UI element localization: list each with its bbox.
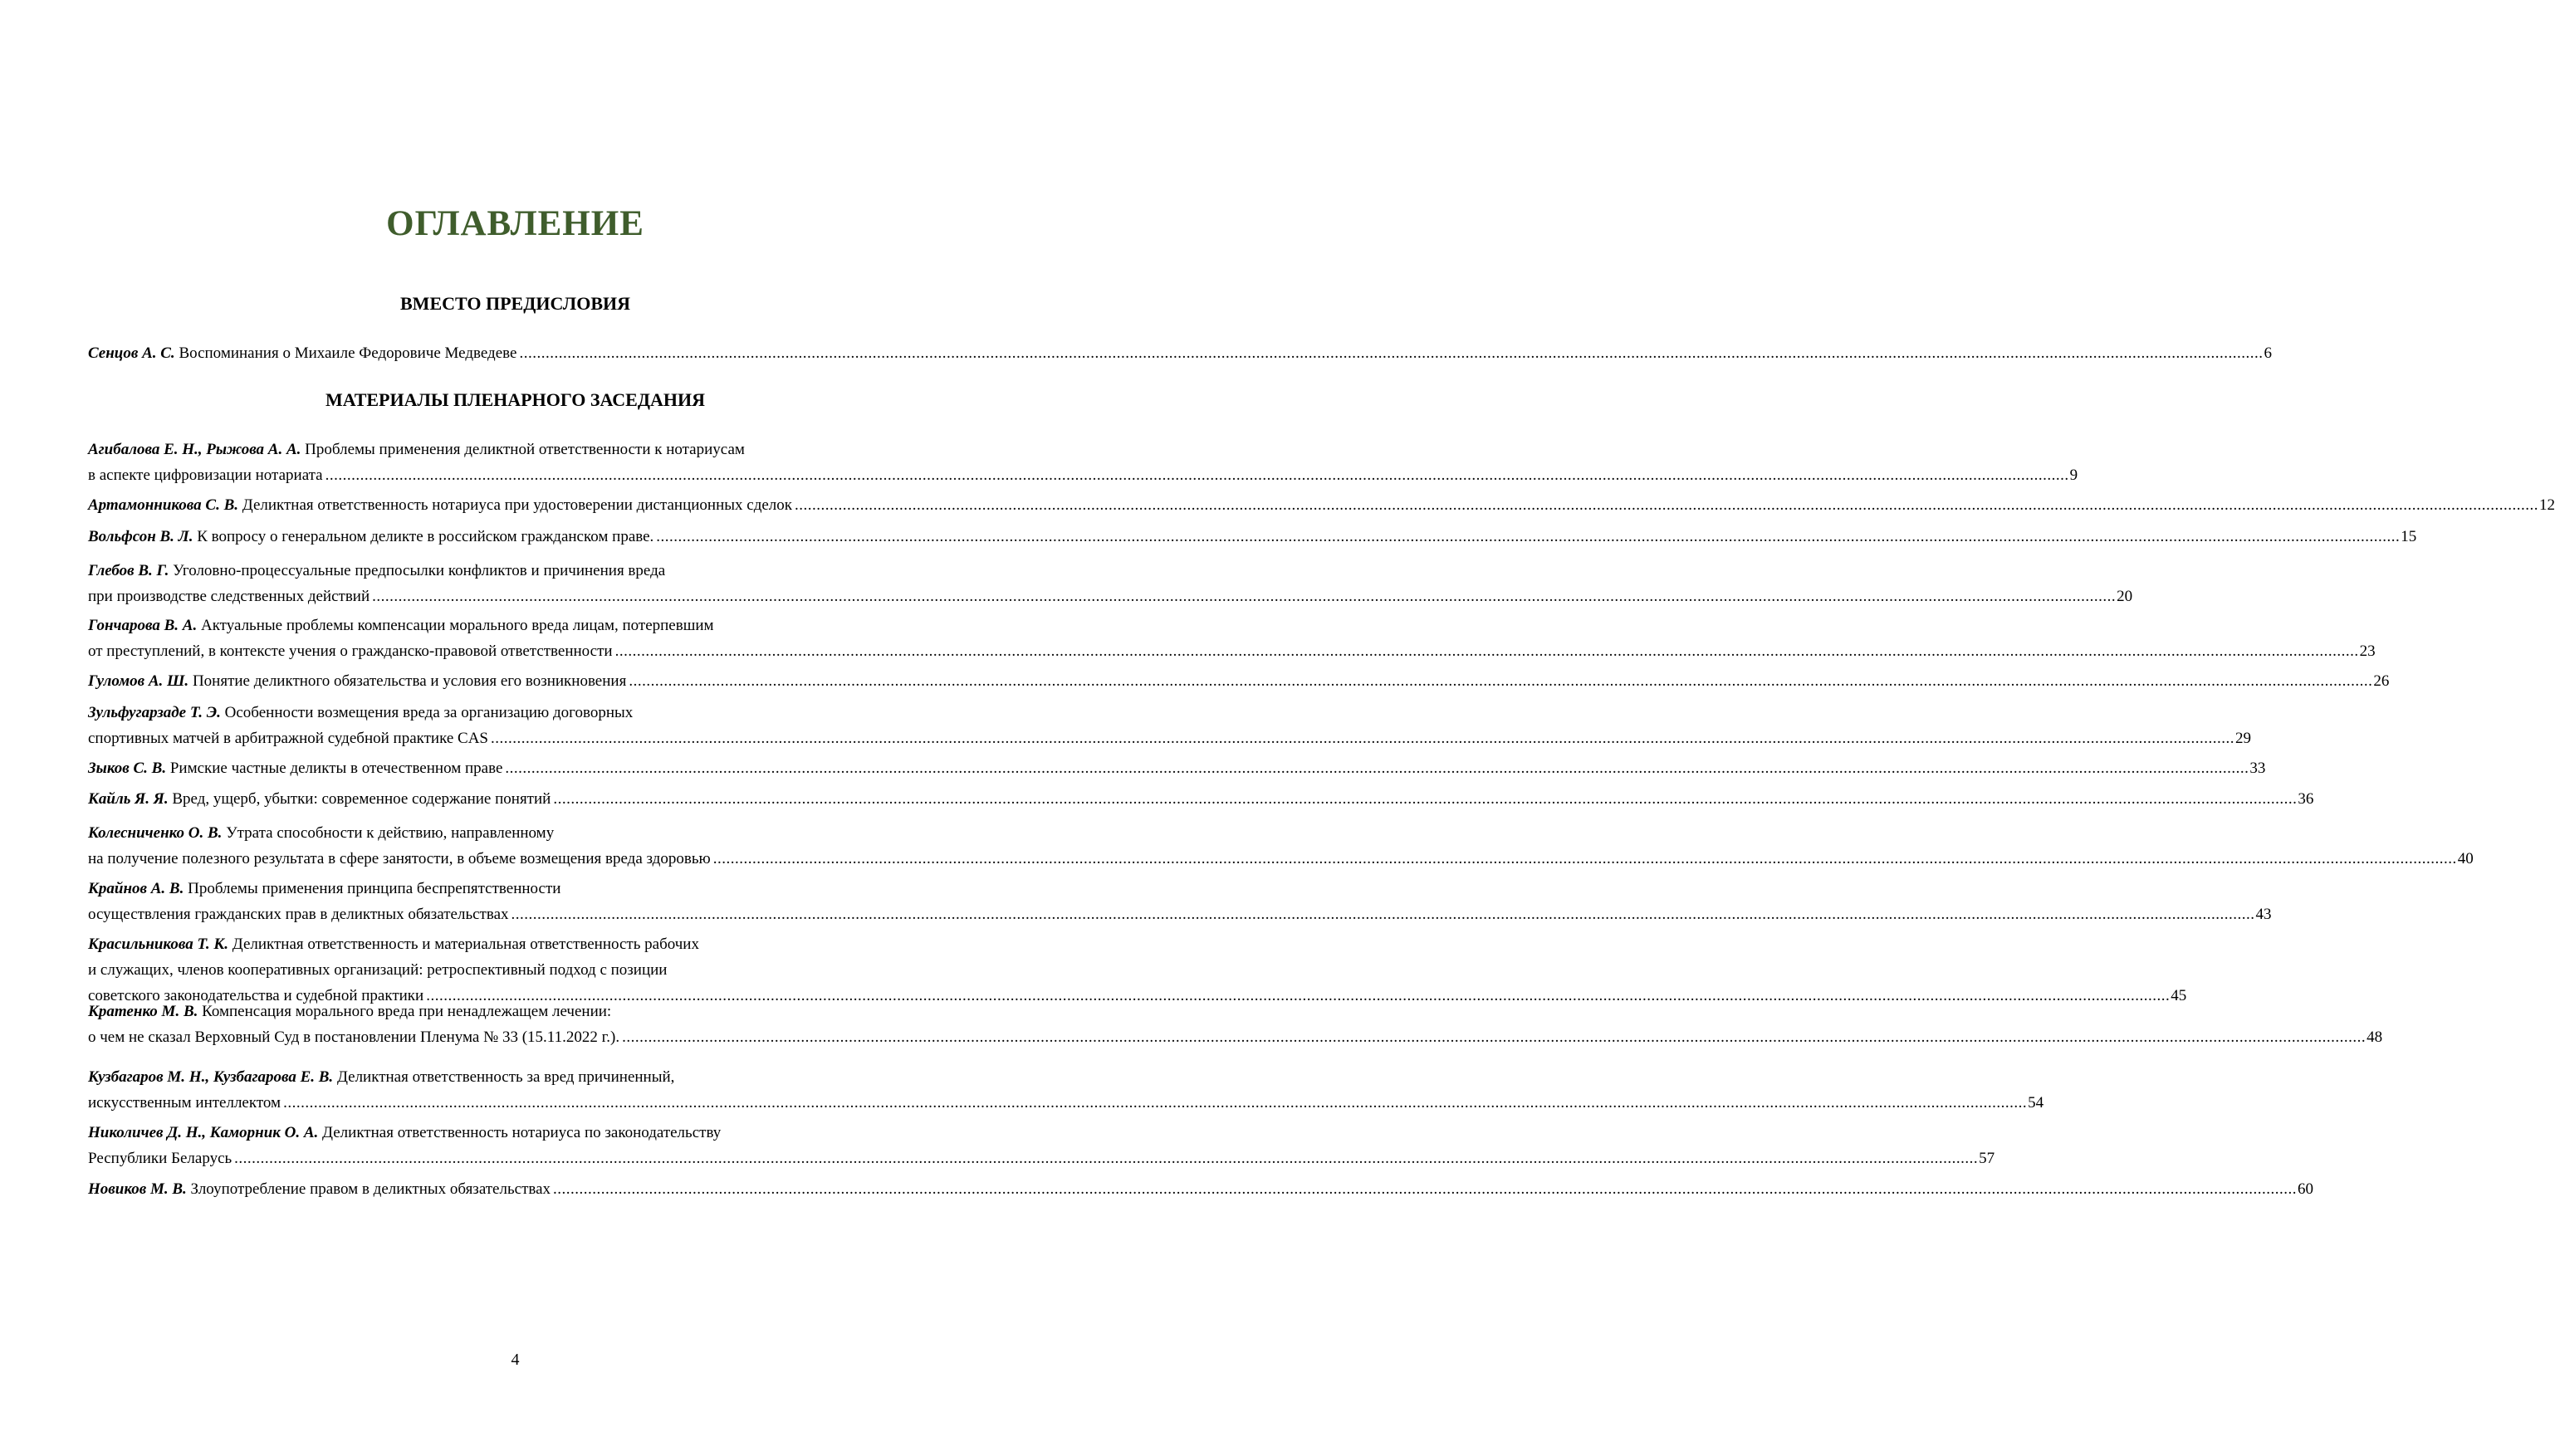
toc-author: Зульфугарзаде Т. Э. xyxy=(88,704,221,721)
toc-title-line: Проблемы применения деликтной ответственности к нотариусам xyxy=(305,441,745,458)
toc-title-line: Деликтная ответственность за вред причиненный, xyxy=(336,1068,675,1086)
toc-page-number: 26 xyxy=(2373,672,2390,690)
toc-author: Красильникова Т. К. xyxy=(88,936,228,953)
toc-entry[interactable] xyxy=(88,755,2266,781)
toc-page-number: 33 xyxy=(2249,760,2266,777)
toc-page-number: 57 xyxy=(1979,1150,1995,1167)
toc-entry[interactable] xyxy=(88,1064,2044,1116)
toc-author: Вольфсон В. Л. xyxy=(88,528,193,545)
toc-entry[interactable] xyxy=(88,668,2390,694)
toc-dot-leader: ................................................................................................................................................................................................................................................................................................................................................................................................................ xyxy=(325,467,2069,484)
toc-page-number: 20 xyxy=(2117,588,2133,605)
toc-page-number: 29 xyxy=(2235,730,2251,747)
toc-author: Новиков М. В. xyxy=(88,1180,187,1198)
toc-author: Крайнов А. В. xyxy=(88,880,184,897)
toc-entry[interactable] xyxy=(88,340,2272,366)
toc-page-number: 40 xyxy=(2457,850,2474,867)
toc-page-number: 6 xyxy=(2264,344,2272,362)
toc-title-line: Деликтная ответственность нотариуса при удостоверении дистанционных сделок xyxy=(242,496,793,514)
toc-author: Гуломов А. Ш. xyxy=(88,672,189,690)
toc-author: Гончарова В. А. xyxy=(88,617,198,634)
toc-page-number: 15 xyxy=(2401,528,2417,545)
toc-title-line: и служащих, членов кооперативных организаций: ретроспективный подход с позиции xyxy=(88,961,668,979)
toc-dot-leader: ................................................................................................................................................................................................................................................................................................................................................................................................................ xyxy=(553,1180,2298,1198)
toc-title-line: советского законодательства и судебной практики xyxy=(88,987,424,1004)
toc-dot-leader: ................................................................................................................................................................................................................................................................................................................................................................................................................ xyxy=(519,344,2264,362)
toc-title-line: осуществления гражданских прав в деликтных обязательствах xyxy=(88,906,509,923)
toc-entry[interactable] xyxy=(88,700,2251,751)
toc-entry[interactable] xyxy=(88,524,2417,550)
toc-dot-leader: ................................................................................................................................................................................................................................................................................................................................................................................................................ xyxy=(491,730,2234,747)
page-number: 4 xyxy=(511,1351,520,1369)
toc-title-line: в аспекте цифровизации нотариата xyxy=(88,467,323,484)
section-heading-plenary: МАТЕРИАЛЫ ПЛЕНАРНОГО ЗАСЕДАНИЯ xyxy=(325,389,705,410)
toc-entry[interactable] xyxy=(88,492,2555,518)
toc-page-number: 43 xyxy=(2255,906,2272,923)
toc-author: Артамонникова С. В. xyxy=(88,496,238,514)
toc-title-line: Особенности возмещения вреда за организацию договорных xyxy=(224,704,634,721)
toc-title-line: Понятие деликтного обязательства и условия его возникновения xyxy=(192,672,627,690)
toc-dot-leader: ................................................................................................................................................................................................................................................................................................................................................................................................................ xyxy=(795,496,2539,514)
toc-title-line: о чем не сказал Верховный Суд в постановлении Пленума № 33 (15.11.2022 г.). xyxy=(88,1028,620,1046)
toc-page-number: 60 xyxy=(2298,1180,2314,1198)
toc-entry[interactable] xyxy=(88,437,2078,488)
toc-author: Кратенко М. В. xyxy=(88,1003,198,1020)
toc-dot-leader: ................................................................................................................................................................................................................................................................................................................................................................................................................ xyxy=(656,528,2401,545)
toc-page-number: 45 xyxy=(2171,987,2187,1004)
toc-title-line: Деликтная ответственность нотариуса по законодательству xyxy=(322,1124,722,1141)
toc-title-line: от преступлений, в контексте учения о гражданско-правовой ответственности xyxy=(88,642,613,660)
toc-title-line: на получение полезного результата в сфере занятости, в объеме возмещения вреда здоровью xyxy=(88,850,711,867)
toc-entry[interactable] xyxy=(88,558,2133,609)
toc-dot-leader: ................................................................................................................................................................................................................................................................................................................................................................................................................ xyxy=(622,1028,2367,1046)
toc-title-line: Компенсация морального вреда при ненадлежащем лечении: xyxy=(202,1003,612,1020)
toc-title-line: К вопросу о генеральном деликте в российском гражданском праве. xyxy=(197,528,654,545)
toc-title-line: Злоупотребление правом в деликтных обязательствах xyxy=(190,1180,551,1198)
toc-dot-leader: ................................................................................................................................................................................................................................................................................................................................................................................................................ xyxy=(511,906,2255,923)
toc-title-line: Республики Беларусь xyxy=(88,1150,232,1167)
section-heading-foreword: ВМЕСТО ПРЕДИСЛОВИЯ xyxy=(400,293,630,314)
toc-page-number: 23 xyxy=(2359,642,2376,660)
toc-author: Зыков С. В. xyxy=(88,760,167,777)
toc-title-line: Вред, ущерб, убытки: современное содержание понятий xyxy=(172,790,551,808)
toc-page-number: 9 xyxy=(2069,467,2078,484)
toc-entry[interactable] xyxy=(88,613,2376,664)
toc-entry[interactable] xyxy=(88,999,2383,1050)
toc-dot-leader: ................................................................................................................................................................................................................................................................................................................................................................................................................ xyxy=(614,642,2359,660)
toc-dot-leader: ................................................................................................................................................................................................................................................................................................................................................................................................................ xyxy=(234,1150,1979,1167)
toc-title-line: Проблемы применения принципа беспрепятственности xyxy=(188,880,561,897)
toc-author: Кайль Я. Я. xyxy=(88,790,169,808)
page-title: ОГЛАВЛЕНИЕ xyxy=(386,204,644,243)
toc-dot-leader: ................................................................................................................................................................................................................................................................................................................................................................................................................ xyxy=(553,790,2298,808)
toc-title-line: Римские частные деликты в отечественном праве xyxy=(169,760,503,777)
toc-entry[interactable] xyxy=(88,931,2187,1009)
toc-author: Глебов В. Г. xyxy=(88,562,169,579)
toc-page-number: 48 xyxy=(2367,1028,2383,1046)
toc-entry[interactable] xyxy=(88,1120,1995,1171)
toc-dot-leader: ................................................................................................................................................................................................................................................................................................................................................................................................................ xyxy=(629,672,2373,690)
toc-author: Агибалова Е. Н., Рыжова А. А. xyxy=(88,441,301,458)
toc-title-line: Деликтная ответственность и материальная ответственность рабочих xyxy=(232,936,699,953)
toc-dot-leader: ................................................................................................................................................................................................................................................................................................................................................................................................................ xyxy=(372,588,2117,605)
toc-title-line: Утрата способности к действию, направленному xyxy=(226,824,555,842)
toc-entry[interactable] xyxy=(88,1176,2314,1202)
toc-dot-leader: ................................................................................................................................................................................................................................................................................................................................................................................................................ xyxy=(505,760,2249,777)
toc-page-number: 36 xyxy=(2298,790,2314,808)
toc-dot-leader: ................................................................................................................................................................................................................................................................................................................................................................................................................ xyxy=(426,987,2171,1004)
toc-entry[interactable] xyxy=(88,876,2272,927)
toc-title-line: Уголовно-процессуальные предпосылки конфликтов и причинения вреда xyxy=(173,562,666,579)
toc-author: Кузбагаров М. Н., Кузбагарова Е. В. xyxy=(88,1068,334,1086)
toc-author: Николичев Д. Н., Каморник О. А. xyxy=(88,1124,319,1141)
toc-page-number: 12 xyxy=(2539,496,2555,514)
toc-title-line: спортивных матчей в арбитражной судебной практике CAS xyxy=(88,730,488,747)
toc-author: Сенцов А. С. xyxy=(88,344,175,362)
toc-dot-leader: ................................................................................................................................................................................................................................................................................................................................................................................................................ xyxy=(712,850,2457,867)
toc-title-line: искусственным интеллектом xyxy=(88,1094,281,1112)
toc-title-line: Актуальные проблемы компенсации морального вреда лицам, потерпевшим xyxy=(200,617,714,634)
toc-title-line: при производстве следственных действий xyxy=(88,588,370,605)
toc-author: Колесниченко О. В. xyxy=(88,824,223,842)
toc-title-line: Воспоминания о Михаиле Федоровиче Медведеве xyxy=(179,344,517,362)
toc-page-number: 54 xyxy=(2028,1094,2044,1112)
toc-dot-leader: ................................................................................................................................................................................................................................................................................................................................................................................................................ xyxy=(283,1094,2028,1112)
toc-entry[interactable] xyxy=(88,820,2474,872)
toc-entry[interactable] xyxy=(88,786,2314,812)
